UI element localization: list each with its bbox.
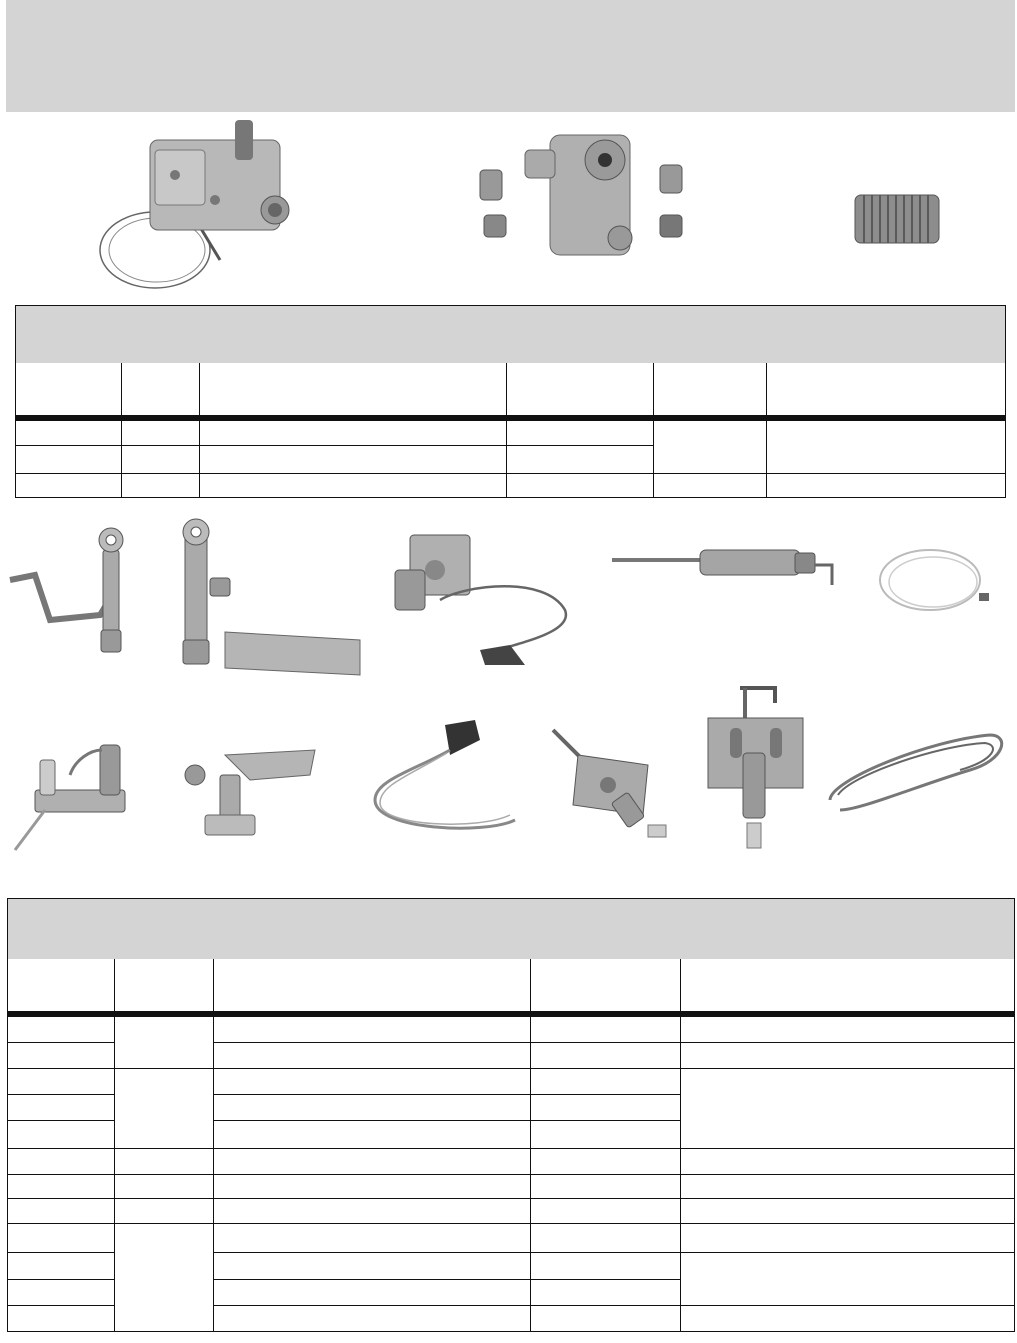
- table-cell: [16, 446, 122, 474]
- table-cell: [115, 1149, 214, 1175]
- table-cell: [507, 474, 654, 498]
- table-2-title: [8, 899, 1015, 959]
- table-cell: [214, 1069, 531, 1095]
- pilot-bracket-icon: [180, 745, 320, 845]
- table-cell: [681, 1224, 1015, 1253]
- pilot-with-cable-icon: [385, 515, 575, 675]
- table-cell: [681, 1253, 1015, 1306]
- table-cell: [681, 1175, 1015, 1199]
- table-cell: [8, 1280, 115, 1306]
- table-2-col-header: [8, 959, 115, 1014]
- table-2-col-header: [214, 959, 531, 1014]
- table-cell: [200, 474, 507, 498]
- table-cell: [767, 418, 1006, 474]
- table-cell: [531, 1253, 681, 1280]
- table-row: [8, 1199, 1015, 1224]
- table-cell: [214, 1095, 531, 1121]
- table-1-col-header: [200, 363, 507, 418]
- table-cell: [115, 1199, 214, 1224]
- table-cell: [531, 1121, 681, 1149]
- table-cell: [115, 1069, 214, 1149]
- table-cell: [16, 418, 122, 446]
- pilot-electrode-bracket-icon: [705, 683, 810, 861]
- table-cell: [200, 418, 507, 446]
- table-row: [8, 1149, 1015, 1175]
- gas-safety-valve-with-thermocouple-icon: [95, 115, 295, 295]
- table-cell: [8, 1095, 115, 1121]
- table-cell: [531, 1014, 681, 1043]
- table-cell: [115, 1224, 214, 1332]
- table-cell: [214, 1043, 531, 1069]
- table-cell: [214, 1175, 531, 1199]
- table-cell: [8, 1306, 115, 1332]
- table-cell: [8, 1121, 115, 1149]
- table-cell: [8, 1224, 115, 1253]
- table-cell: [8, 1043, 115, 1069]
- table-cell: [507, 446, 654, 474]
- table-cell: [767, 474, 1006, 498]
- table-cell: [531, 1224, 681, 1253]
- table-cell: [681, 1149, 1015, 1175]
- table-cell: [681, 1014, 1015, 1043]
- table-cell: [8, 1175, 115, 1199]
- table-cell: [122, 418, 200, 446]
- table-cell: [214, 1199, 531, 1224]
- pilot-assembly-small-icon: [10, 735, 135, 855]
- table-row: [16, 474, 1006, 498]
- table-2-col-header: [681, 959, 1015, 1014]
- table-cell: [214, 1306, 531, 1332]
- table-cell: [531, 1175, 681, 1199]
- pilot-burner-bracket-icon: [5, 520, 155, 660]
- table-cell: [200, 446, 507, 474]
- top-banner: [6, 0, 1015, 112]
- flame-sensor-rod-icon: [610, 545, 840, 595]
- table-row: [16, 418, 1006, 446]
- table-cell: [654, 474, 767, 498]
- table-1-col-header: [122, 363, 200, 418]
- table-cell: [681, 1043, 1015, 1069]
- table-cell: [122, 446, 200, 474]
- table-cell: [115, 1014, 214, 1069]
- table-cell: [681, 1199, 1015, 1224]
- table-row: [8, 1175, 1015, 1199]
- table-cell: [16, 474, 122, 498]
- ignition-cable-icon: [365, 715, 525, 840]
- table-1-col-header: [507, 363, 654, 418]
- table-row: [8, 1014, 1015, 1043]
- table-cell: [214, 1224, 531, 1253]
- table-cell: [654, 418, 767, 474]
- table-cell: [8, 1014, 115, 1043]
- table-cell: [531, 1280, 681, 1306]
- table-cell: [214, 1014, 531, 1043]
- table-1-col-header: [16, 363, 122, 418]
- table-cell: [531, 1043, 681, 1069]
- table-cell: [8, 1149, 115, 1175]
- table-cell: [8, 1199, 115, 1224]
- table-cell: [531, 1149, 681, 1175]
- spark-electrode-icon: [548, 720, 678, 845]
- pilot-valve-with-fittings-icon: [470, 120, 700, 270]
- table-cell: [214, 1253, 531, 1280]
- table-cell: [531, 1306, 681, 1332]
- table-cell: [531, 1095, 681, 1121]
- table-1-title: [16, 306, 1006, 363]
- parts-table-1: [15, 305, 1006, 498]
- table-cell: [214, 1149, 531, 1175]
- table-row: [8, 1069, 1015, 1095]
- table-cell: [531, 1199, 681, 1224]
- pilot-burner-assembly-icon: [165, 520, 365, 680]
- tubing-coil-icon: [820, 725, 1010, 820]
- table-1-col-header: [654, 363, 767, 418]
- table-1-col-header: [767, 363, 1006, 418]
- table-cell: [214, 1280, 531, 1306]
- parts-table-2: [7, 898, 1015, 1332]
- table-cell: [122, 474, 200, 498]
- table-2-col-header: [531, 959, 681, 1014]
- table-cell: [214, 1121, 531, 1149]
- table-2-col-header: [115, 959, 214, 1014]
- table-cell: [681, 1069, 1015, 1149]
- table-cell: [507, 418, 654, 446]
- table-cell: [115, 1175, 214, 1199]
- table-cell: [8, 1253, 115, 1280]
- table-cell: [681, 1306, 1015, 1332]
- table-cell: [531, 1069, 681, 1095]
- table-row: [8, 1224, 1015, 1253]
- table-cell: [8, 1069, 115, 1095]
- pipe-nipple-icon: [852, 190, 942, 250]
- thermocouple-wire-icon: [875, 535, 995, 625]
